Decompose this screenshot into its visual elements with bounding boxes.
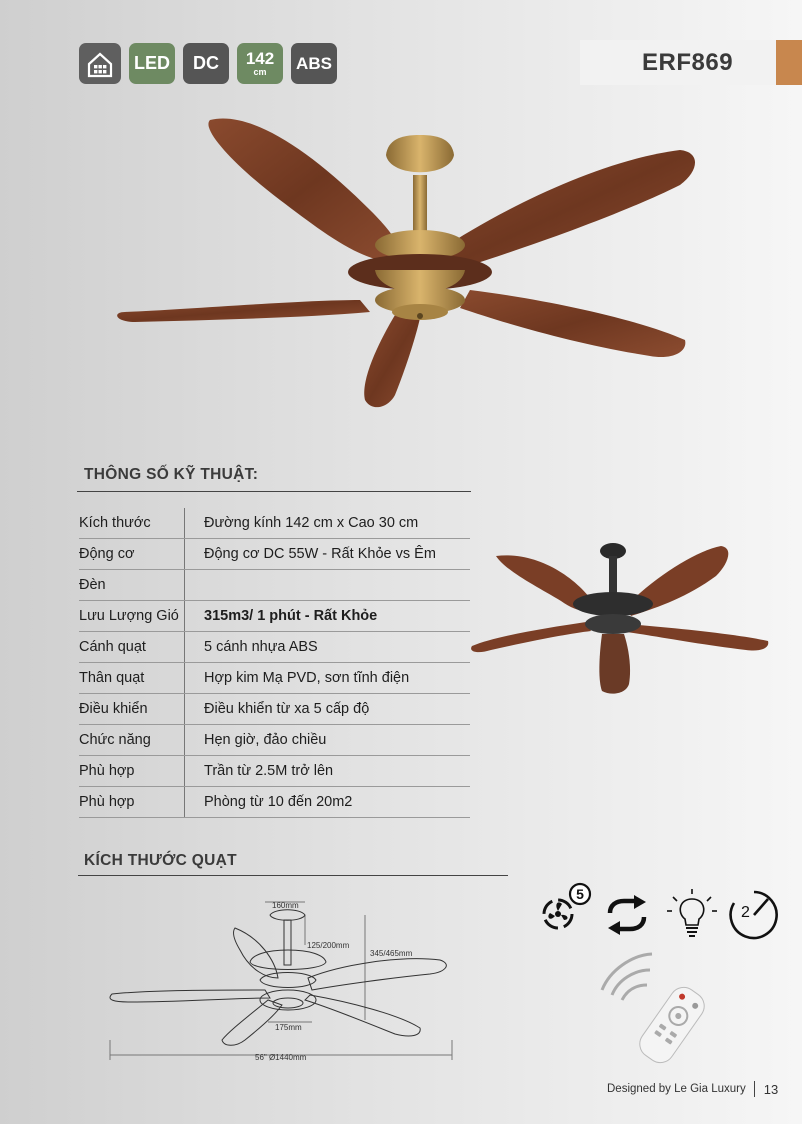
- table-row: [79, 725, 470, 756]
- spec-value: Hợp kim Mạ PVD, sơn tĩnh điện: [185, 663, 471, 694]
- spec-label: Động cơ: [79, 539, 185, 570]
- dim-span: 56" Ø1440mm: [255, 1053, 307, 1062]
- spec-label: Đèn: [79, 570, 185, 601]
- timer-hours-label: 2: [741, 904, 750, 921]
- model-name: ERF869: [642, 49, 734, 76]
- spec-label: Kích thước: [79, 508, 185, 539]
- table-row: [79, 570, 470, 601]
- table-row: [79, 539, 470, 570]
- spec-label: Chức năng: [79, 725, 185, 756]
- size-title-divider: [78, 875, 508, 876]
- dim-total-height: 345/465mm: [370, 949, 413, 958]
- abs-badge: ABS: [291, 43, 337, 84]
- spec-value: 5 cánh nhựa ABS: [185, 632, 471, 663]
- spec-value: Đường kính 142 cm x Cao 30 cm: [185, 508, 471, 539]
- spec-value: [185, 570, 471, 601]
- light-bulb-icon: [667, 889, 717, 939]
- table-row: [79, 601, 470, 632]
- fan-image-main: [0, 0, 802, 420]
- size-title: KÍCH THƯỚC QUẠT: [84, 852, 237, 869]
- spec-value: 315m3/ 1 phút - Rất Khỏe: [185, 601, 471, 632]
- footer: [607, 1081, 778, 1097]
- fan-dimension-drawing: [100, 890, 480, 1070]
- fan-speed-icon: [536, 882, 592, 940]
- dim-rod-length: 125/200mm: [307, 941, 350, 950]
- table-row: [79, 756, 470, 787]
- dim-motor-width: 175mm: [275, 1023, 302, 1032]
- table-row: [79, 663, 470, 694]
- spec-value: Phòng từ 10 đến 20m2: [185, 787, 471, 818]
- footer-separator: [754, 1081, 755, 1097]
- table-row: [79, 508, 470, 539]
- table-row: [79, 787, 470, 818]
- spec-value: Hẹn giờ, đảo chiều: [185, 725, 471, 756]
- dc-badge: DC: [183, 43, 229, 84]
- spec-value: Điều khiển từ xa 5 cấp độ: [185, 694, 471, 725]
- led-badge: LED: [129, 43, 175, 84]
- dim-top-width: 160mm: [272, 901, 299, 910]
- footer-credit: Designed by Le Gia Luxury: [607, 1083, 746, 1095]
- timer-icon: [728, 889, 780, 941]
- table-row: [79, 694, 470, 725]
- spec-label: Cánh quạt: [79, 632, 185, 663]
- spec-value: Động cơ DC 55W - Rất Khỏe vs Êm: [185, 539, 471, 570]
- reverse-icon: [604, 895, 650, 935]
- spec-table: [79, 508, 470, 818]
- table-row: [79, 632, 470, 663]
- size-badge-unit: cm: [253, 67, 267, 77]
- spec-label: Thân quạt: [79, 663, 185, 694]
- spec-title: THÔNG SỐ KỸ THUẬT:: [84, 466, 259, 483]
- spec-label: Điều khiển: [79, 694, 185, 725]
- speed-level-label: 5: [576, 886, 584, 902]
- spec-value: Trần từ 2.5M trở lên: [185, 756, 471, 787]
- spec-label: Lưu Lượng Gió: [79, 601, 185, 632]
- size-badge-value: 142: [245, 49, 275, 68]
- page-number: 13: [763, 1081, 779, 1097]
- remote-control-icon: [592, 940, 722, 1070]
- spec-label: Phù hợp: [79, 756, 185, 787]
- spec-label: Phù hợp: [79, 787, 185, 818]
- spec-title-divider: [77, 491, 471, 492]
- fan-image-secondary: [466, 536, 786, 706]
